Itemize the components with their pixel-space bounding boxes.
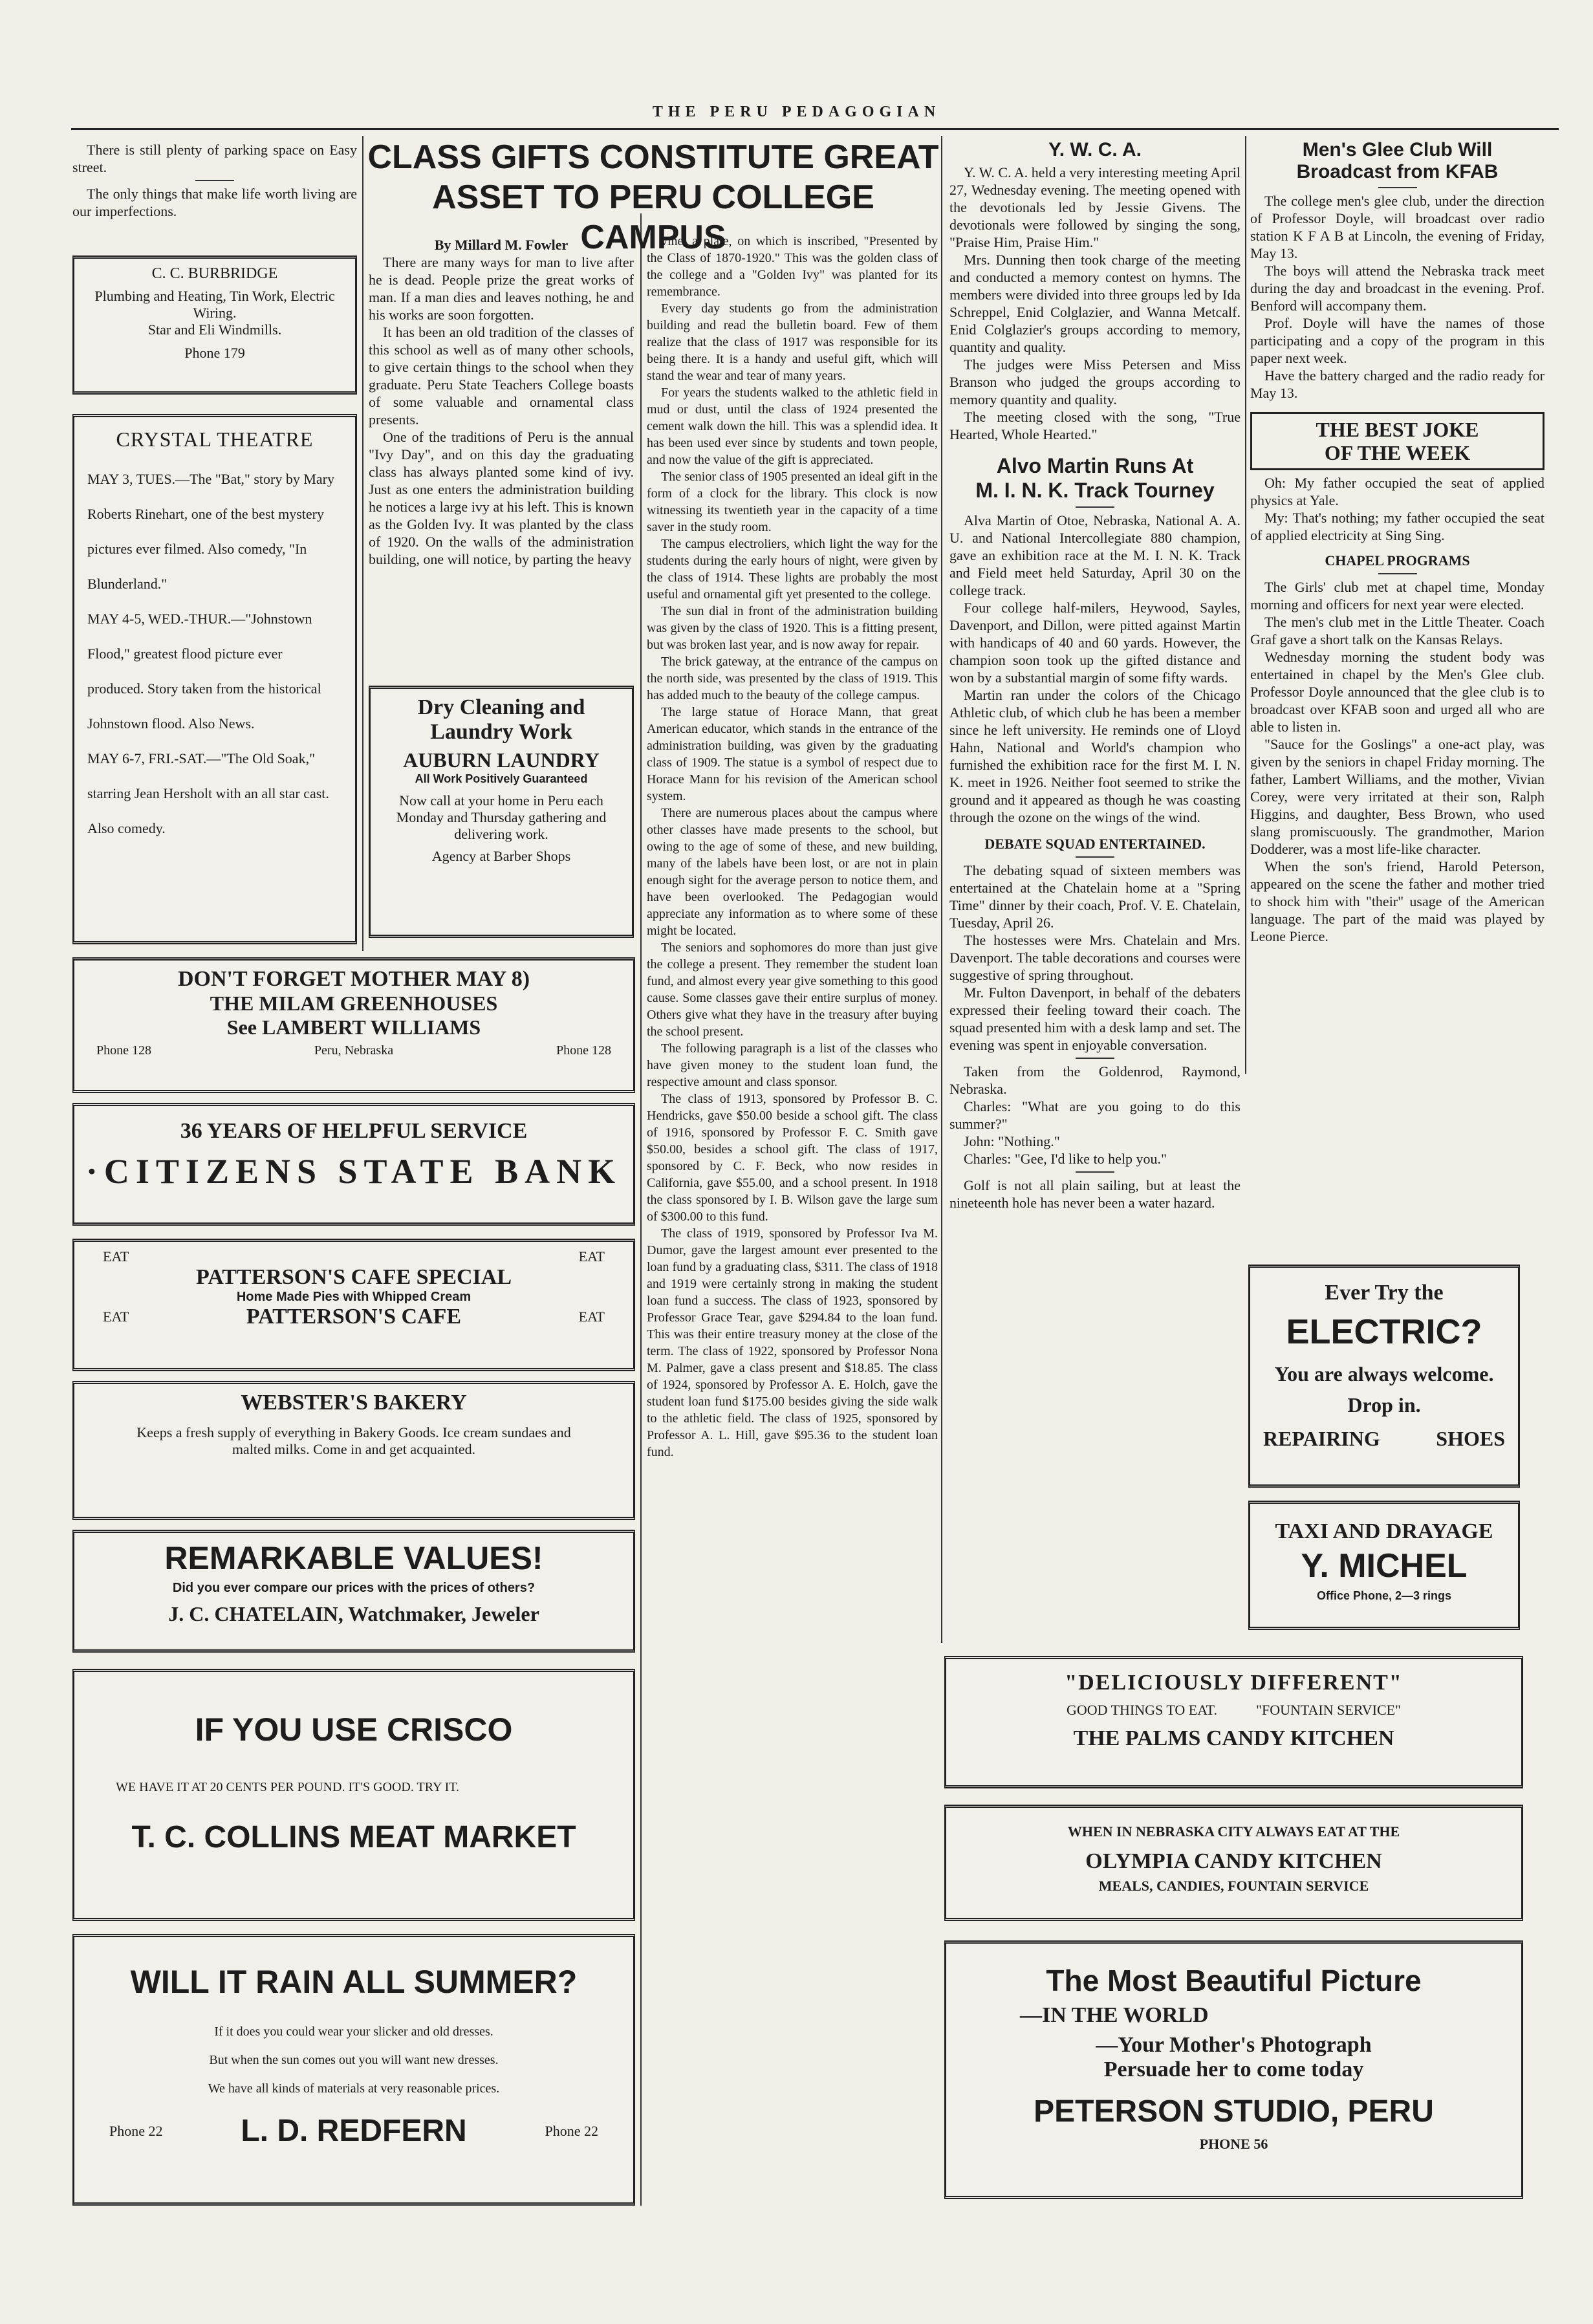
ad-phone: PHONE 56: [1199, 2136, 1268, 2152]
ad-text: —Your Mother's Photograph: [1096, 2033, 1372, 2057]
paragraph: The campus electroliers, which light the way for the students during the early hours of night, were given by the class of 1914. These lights are probably the most useful and ornamental gift yet presented to the college.: [647, 537, 938, 602]
ad-row: [955, 1702, 1512, 1719]
article-class-gifts-col1: [369, 236, 634, 568]
ad-title: Dry Cleaning and: [417, 695, 585, 719]
paragraph: Taken from the Goldenrod, Raymond, Nebraska.: [949, 1063, 1241, 1097]
ad-text: Keeps a fresh supply of everything in Bakery Goods. Ice cream sundaes and malted milks. Come in and get acquainted.: [136, 1424, 571, 1457]
paragraph: Every day students go from the administration building and read the bulletin board. Few of them realize that the class of 1917 was responsible for its being there. It is a handy and useful gift, which will stand the wear and tear of many years.: [647, 301, 938, 383]
ad-text: Peru, Nebraska: [314, 1043, 394, 1058]
divider: [1076, 856, 1114, 858]
ad-title: See LAMBERT WILLIAMS: [226, 1015, 481, 1039]
ad-text: Agency at Barber Shops: [431, 848, 571, 864]
laundry-ad: [369, 686, 634, 938]
paragraph: When the son's friend, Harold Peterson, appeared on the scene the father and mother tried to shock him with "their" usage of the American language. The part of the maid was played by Leone Pierce.: [1250, 858, 1544, 944]
ad-text: But when the sun comes out you will want new dresses.: [209, 2053, 499, 2067]
ad-name: THE PALMS CANDY KITCHEN: [1073, 1726, 1394, 1750]
ad-text: Plumbing and Heating, Tin Work, Electric Wiring.: [94, 288, 335, 321]
paragraph: It has been an old tradition of the classes of this school as well as of many other schools, to give certain things to the school when they graduate. Peru State Teachers College boasts of some valuable and ornamental class presents.: [369, 324, 634, 428]
filler-text: There is still plenty of parking space on Easy street.: [72, 142, 357, 175]
title-line: THE BEST JOKE: [1316, 418, 1479, 441]
paragraph: The Girls' club met at chapel time, Monday morning and officers for next year were elected.: [1250, 579, 1544, 613]
paragraph: There are numerous places about the campus where other classes have made presents to the school, but owing to the age of some of these, and new building, many of the labels have been lost, or are not in plain enough sight for the average person to notice them, and have been overlooked. The Pedagogian would appreciate any information as to where some of these might be located.: [647, 806, 938, 938]
paragraph: The sun dial in front of the administration building was given by the class of 1920. This is a fitting present, but was broken last year, and is now away for repair.: [647, 604, 938, 652]
paragraph: The class of 1913, sponsored by Professor B. C. Hendricks, gave $50.00 beside a school gift. The class of 1916, sponsored by Professor F. C. Smith gave $50.00, besides a school gift. The class of 1917, sponsored by C. F. Beck, who now resides in California, gave $55.00, and a school present. In 1918 the class sponsored by I. B. Wilson gave the large sum of $300.00 to this fund.: [647, 1092, 938, 1224]
column-rule: [941, 136, 942, 1643]
headline-line: ASSET TO PERU COLLEGE CAMPUS: [432, 179, 874, 256]
ad-title: PATTERSON'S CAFE SPECIAL: [195, 1265, 512, 1289]
article-title: [949, 453, 1241, 503]
title-line: Broadcast from KFAB: [1296, 161, 1499, 182]
paragraph: The boys will attend the Nebraska track meet during the day and broadcast in the evening. Prof. Benford will accompany them.: [1250, 263, 1544, 314]
filler-parking: [72, 141, 357, 220]
paragraph: Golf is not all plain sailing, but at least the nineteenth hole has never been a water hazard.: [949, 1177, 1241, 1211]
article-title: [1250, 139, 1544, 183]
ad-body: [83, 2017, 624, 2103]
headline-line: CLASS GIFTS CONSTITUTE GREAT: [367, 138, 939, 176]
redfern-ad: [72, 1934, 635, 2206]
paragraph: The judges were Miss Petersen and Miss Branson who judged the groups according to memory quantity and quality.: [949, 356, 1241, 407]
ad-phone: Phone 22: [545, 2122, 598, 2139]
paragraph: For years the students walked to the athletic field in mud or dust, until the class of 1924 presented the cement walk down the hill. This was a splendid idea. It has been used ever since by students and town people, and now the value of the gift is appreciated.: [647, 386, 938, 467]
ad-name: PETERSON STUDIO, PERU: [1034, 2094, 1434, 2129]
peterson-studio-ad: [944, 1940, 1523, 2199]
chatelain-ad: [72, 1530, 635, 1653]
paragraph: Alva Martin of Otoe, Nebraska, National A. A. U. and National Intercollegiate 880 champion, gave an exhibition race at the M. I. N. K. Track and Field meet held Saturday, April 30 on the college track.: [949, 512, 1241, 598]
ad-title: WEBSTER'S BAKERY: [241, 1391, 467, 1415]
paragraph: The debating squad of sixteen members was entertained at the Chatelain home at a "Spring Time" dinner by their coach, Prof. V. E. Chatelain, Tuesday, April 26.: [949, 862, 1241, 931]
palms-candy-ad: [944, 1656, 1523, 1788]
title-line: Men's Glee Club Will: [1302, 139, 1493, 160]
ad-row: [83, 1305, 624, 1329]
ad-text: EAT: [103, 1309, 129, 1325]
ad-footer: [83, 1043, 624, 1058]
ad-row: [1259, 1427, 1509, 1451]
paragraph: "Sauce for the Goslings" a one-act play, was given by the seniors in chapel Friday morning. The father, Lambert Williams, and the mother, Vivian Corey, were very irritated at their son, Ralph Higgins, and daughter, Bess Brown, who used slang promiscuously. The grandmother, Marion Dodderer, was a most life-like character.: [1250, 736, 1544, 857]
ad-title: 36 YEARS OF HELPFUL SERVICE: [180, 1119, 528, 1143]
ad-footer: [83, 2113, 624, 2149]
paragraph: vine, a plate, on which is inscribed, "Presented by the Class of 1870-1920." This was the golden class of the college and a "Golden Ivy" was planted for its remembrance.: [647, 234, 938, 299]
burbridge-ad: [72, 255, 357, 395]
paragraph: Wednesday morning the student body was entertained in chapel by the Men's Glee club. Professor Doyle announced that the glee club is to broadcast over KFAB soon and urged all who are able to listen in.: [1250, 649, 1544, 735]
paragraph: Oh: My father occupied the seat of applied physics at Yale.: [1250, 475, 1544, 508]
paragraph: The brick gateway, at the entrance of the campus on the north side, was presented by the class of 1919. This has added much to the beauty of the college campus.: [647, 655, 938, 702]
ad-name: ELECTRIC?: [1286, 1312, 1482, 1351]
title-line: Alvo Martin Runs At: [996, 454, 1194, 477]
ad-title: "DELICIOUSLY DIFFERENT": [1065, 1671, 1403, 1695]
ad-phone: Phone 128: [96, 1043, 151, 1058]
paragraph: Martin ran under the colors of the Chicago Athletic club, of which club he has been a member since he left university. He reminds one of Lloyd Hahn, National and World's champion who furnished the exhibition race for the first M. I. N. K. meet in 1926. Neither foot seemed to strike the ground and it appeared as though he was coasting through the ozone on the wings of the wind.: [949, 687, 1241, 825]
paragraph: Mrs. Dunning then took charge of the meeting and conducted a memory contest on hymns. The members were divided into three groups led by Ida Schreppel, Enid Colglazier, and Wanna Metcalf. Enid Colglazier's groups according to memory, quantity and quality.: [949, 252, 1241, 355]
ad-text: WE HAVE IT AT 20 CENTS PER POUND. IT'S GOOD. TRY IT.: [116, 1780, 460, 1794]
paragraph: My: That's nothing; my father occupied the seat of applied electricity at Sing Sing.: [1250, 510, 1544, 543]
ad-name: OLYMPIA CANDY KITCHEN: [1085, 1849, 1382, 1873]
paragraph: Have the battery charged and the radio ready for May 13.: [1250, 367, 1544, 401]
ad-text: You are always welcome. Drop in.: [1274, 1362, 1494, 1417]
ad-text: —IN THE WORLD: [1020, 2003, 1209, 2027]
ad-phone: Phone 128: [556, 1043, 611, 1058]
ad-text: MAY 6-7, FRI.-SAT.—"The Old Soak," starring Jean Hersholt with an all star cast. Also comedy.: [87, 750, 329, 836]
ad-title: THE MILAM GREENHOUSES: [210, 992, 498, 1015]
masthead-rule: [71, 128, 1559, 130]
ad-text: MAY 4-5, WED.-THUR.—"Johnstown Flood," greatest flood picture ever produced. Story taken from the historical Johnstown flood. Also News.: [87, 611, 321, 732]
divider: [1378, 187, 1417, 188]
ad-title: WILL IT RAIN ALL SUMMER?: [130, 1964, 578, 2000]
ad-title: TAXI AND DRAYAGE: [1275, 1519, 1493, 1543]
divider: [1076, 1171, 1114, 1173]
ad-text: Did you ever compare our prices with the prices of others?: [172, 1581, 536, 1595]
paragraph: The large statue of Horace Mann, that great American educator, which stands in the entrance of the administration building, was given by the graduating class of 1909. The statue is a symbol of respect due to Horace Mann for his revision of the American school system.: [647, 705, 938, 803]
michel-taxi-ad: [1248, 1501, 1520, 1630]
column-rule: [1245, 136, 1246, 1074]
ad-name: T. C. COLLINS MEAT MARKET: [131, 1820, 576, 1854]
title-line: M. I. N. K. Track Tourney: [975, 479, 1215, 502]
ad-name: Y. MICHEL: [1301, 1547, 1468, 1585]
ad-title: DON'T FORGET MOTHER MAY 8): [177, 967, 530, 991]
collins-meat-ad: [72, 1669, 635, 1921]
paragraph: There are many ways for man to live after he is dead. People prize the great works of man. If a man dies and leaves nothing, he and his works are soon forgotten.: [369, 254, 634, 323]
paragraph: The hostesses were Mrs. Chatelain and Mrs. Davenport. The table decorations and courses were suggestive of spring throughout.: [949, 932, 1241, 983]
olympia-candy-ad: [944, 1805, 1523, 1921]
ad-title: Ever Try the: [1325, 1281, 1444, 1305]
article-title: DEBATE SQUAD ENTERTAINED.: [984, 836, 1206, 852]
ad-title: REMARKABLE VALUES!: [164, 1540, 543, 1576]
paragraph: Charles: "What are you going to do this summer?": [949, 1098, 1241, 1132]
divider: [195, 180, 234, 181]
paragraph: Prof. Doyle will have the names of those participating and a copy of the program in this paper next week.: [1250, 315, 1544, 366]
paragraph: The college men's glee club, under the direction of Professor Doyle, will broadcast over radio station K F A B at Lincoln, the evening of Friday, May 13.: [1250, 193, 1544, 261]
ad-phone: Office Phone, 2—3 rings: [1316, 1589, 1452, 1602]
ad-text: WHEN IN NEBRASKA CITY ALWAYS EAT AT THE: [1067, 1823, 1400, 1840]
column-rule: [640, 213, 642, 2206]
paragraph: The seniors and sophomores do more than just give the college a present. They remember the student loan fund, and almost every year give something to this good cause. Some classes gave their entire surplus of money. Others give what they have in the treasury after buying the school present.: [647, 940, 938, 1039]
ad-text: EAT: [103, 1248, 129, 1265]
article-title: CHAPEL PROGRAMS: [1325, 552, 1470, 569]
ad-text: If it does you could wear your slicker and old dresses.: [214, 2025, 493, 2039]
ad-title: Laundry Work: [430, 720, 572, 744]
ad-name: PATTERSON'S CAFE: [246, 1305, 462, 1329]
divider: [1076, 506, 1114, 508]
electric-shoe-ad: [1248, 1265, 1520, 1488]
ad-text: Persuade her to come today: [1103, 2058, 1364, 2081]
divider: [1076, 1058, 1114, 1059]
ad-phone: Phone 179: [184, 345, 245, 361]
bank-ad: [72, 1103, 635, 1226]
ad-text: Home Made Pies with Whipped Cream: [236, 1290, 471, 1304]
joke-box: [1250, 412, 1544, 470]
divider: [1378, 573, 1417, 574]
paragraph: Mr. Fulton Davenport, in behalf of the debaters expressed their feeling toward their coach. The squad presented him with a desk lamp and set. The evening was spent in enjoyable conversation.: [949, 984, 1241, 1053]
ad-text: We have all kinds of materials at very reasonable prices.: [208, 2081, 500, 2096]
greenhouse-ad: [72, 957, 635, 1093]
ad-text: EAT: [578, 1248, 605, 1265]
byline: By Millard M. Fowler: [434, 237, 569, 253]
patterson-cafe-ad: [72, 1239, 635, 1371]
ad-text: SHOES: [1436, 1427, 1505, 1450]
ad-title: IF YOU USE CRISCO: [195, 1711, 513, 1748]
column-4: [949, 141, 1241, 1211]
ad-name: C. C. BURBRIDGE: [151, 265, 278, 282]
ad-name: ·CITIZENS STATE BANK: [85, 1152, 622, 1191]
ad-text: REPAIRING: [1263, 1427, 1380, 1450]
ad-text: MEALS, CANDIES, FOUNTAIN SERVICE: [1098, 1878, 1369, 1894]
article-class-gifts-col2: [647, 233, 938, 1461]
ad-text: All Work Positively Guaranteed: [415, 772, 588, 785]
article-title: Y. W. C. A.: [1048, 139, 1142, 160]
paragraph: The class of 1919, sponsored by Professor Iva M. Dumor, gave the largest amount ever presented to the loan fund by a graduating class, $311. The class of 1918 and 1919 were certainly strong in making the student loan fund a success. The class of 1923, sponsored by Professor Grace Tear, gave $294.84 to the loan fund. This was their entire treasury money at the close of the term. The class of 1922, sponsored by Professor Nona M. Palmer, gave a class present and $18.85. The class of 1924, sponsored by Professor A. E. Holch, gave the student loan fund $175.00 besides giving the side walk to the athletic field. The class of 1925, sponsored by Professor A. L. Hill, gave $95.36 to the student loan fund.: [647, 1226, 938, 1459]
websters-bakery-ad: [72, 1381, 635, 1520]
ad-text: GOOD THINGS TO EAT.: [1066, 1702, 1217, 1718]
paragraph: Charles: "Gee, I'd like to help you.": [964, 1151, 1167, 1167]
paragraph: One of the traditions of Peru is the annual "Ivy Day", and on this day the graduating class has always planted some kind of ivy. Just as one enters the administration building he notices a large ivy at his left. This is known as the Golden Ivy. It was planted by the class of 1920. On the walls of the administration building, one will notice, by parting the heavy: [369, 429, 634, 567]
ad-name: AUBURN LAUNDRY: [403, 748, 600, 772]
paragraph: The following paragraph is a list of the classes who have given money to the student loan fund, the respective amount and class sponsor.: [647, 1041, 938, 1089]
column-5: [1250, 139, 1544, 945]
filler-text: The only things that make life worth living are our imperfections.: [72, 186, 357, 219]
ad-text: "FOUNTAIN SERVICE": [1255, 1702, 1402, 1718]
masthead: THE PERU PEDAGOGIAN: [652, 103, 941, 120]
ad-title: The Most Beautiful Picture: [1046, 1964, 1422, 1997]
ad-name: L. D. REDFERN: [241, 2114, 467, 2148]
ad-row: [83, 1248, 624, 1265]
paragraph: The meeting closed with the song, "True Hearted, Whole Hearted.": [949, 409, 1241, 442]
paragraph: The senior class of 1905 presented an ideal gift in the form of a clock for the library. This clock is now witnessing its twentieth year in the capacity of a time saver in the study room.: [647, 470, 938, 534]
paragraph: John: "Nothing.": [964, 1133, 1060, 1149]
ad-text: MAY 3, TUES.—The "Bat," story by Mary Roberts Rinehart, one of the best mystery pictures ever filmed. Also comedy, "In Blunderland.": [87, 471, 334, 592]
ad-text: EAT: [578, 1309, 605, 1325]
paragraph: Four college half-milers, Heywood, Sayles, Davenport, and Dillon, were pitted against Martin with handicaps of 40 and 60 yards. However, the champion soon took up the gifted distance and won by a substantial margin of some fifty wards.: [949, 600, 1241, 686]
column-rule: [362, 136, 363, 951]
ad-phone: Phone 22: [109, 2122, 163, 2139]
crystal-theatre-ad: [72, 414, 357, 944]
paragraph: Y. W. C. A. held a very interesting meeting April 27, Wednesday evening. The meeting opened with the devotionals led by Jessie Givens. The devotionals were followed by singing the song, "Praise Him, Praise Him.": [949, 164, 1241, 250]
title-line: OF THE WEEK: [1324, 441, 1471, 464]
ad-text: Star and Eli Windmills.: [147, 321, 282, 338]
ad-text: Now call at your home in Peru each Monday and Thursday gathering and delivering work.: [396, 792, 607, 842]
ad-title: CRYSTAL THEATRE: [116, 428, 314, 451]
ad-name: J. C. CHATELAIN, Watchmaker, Jeweler: [168, 1602, 539, 1625]
paragraph: The men's club met in the Little Theater. Coach Graf gave a short talk on the Kansas Relays.: [1250, 614, 1544, 647]
